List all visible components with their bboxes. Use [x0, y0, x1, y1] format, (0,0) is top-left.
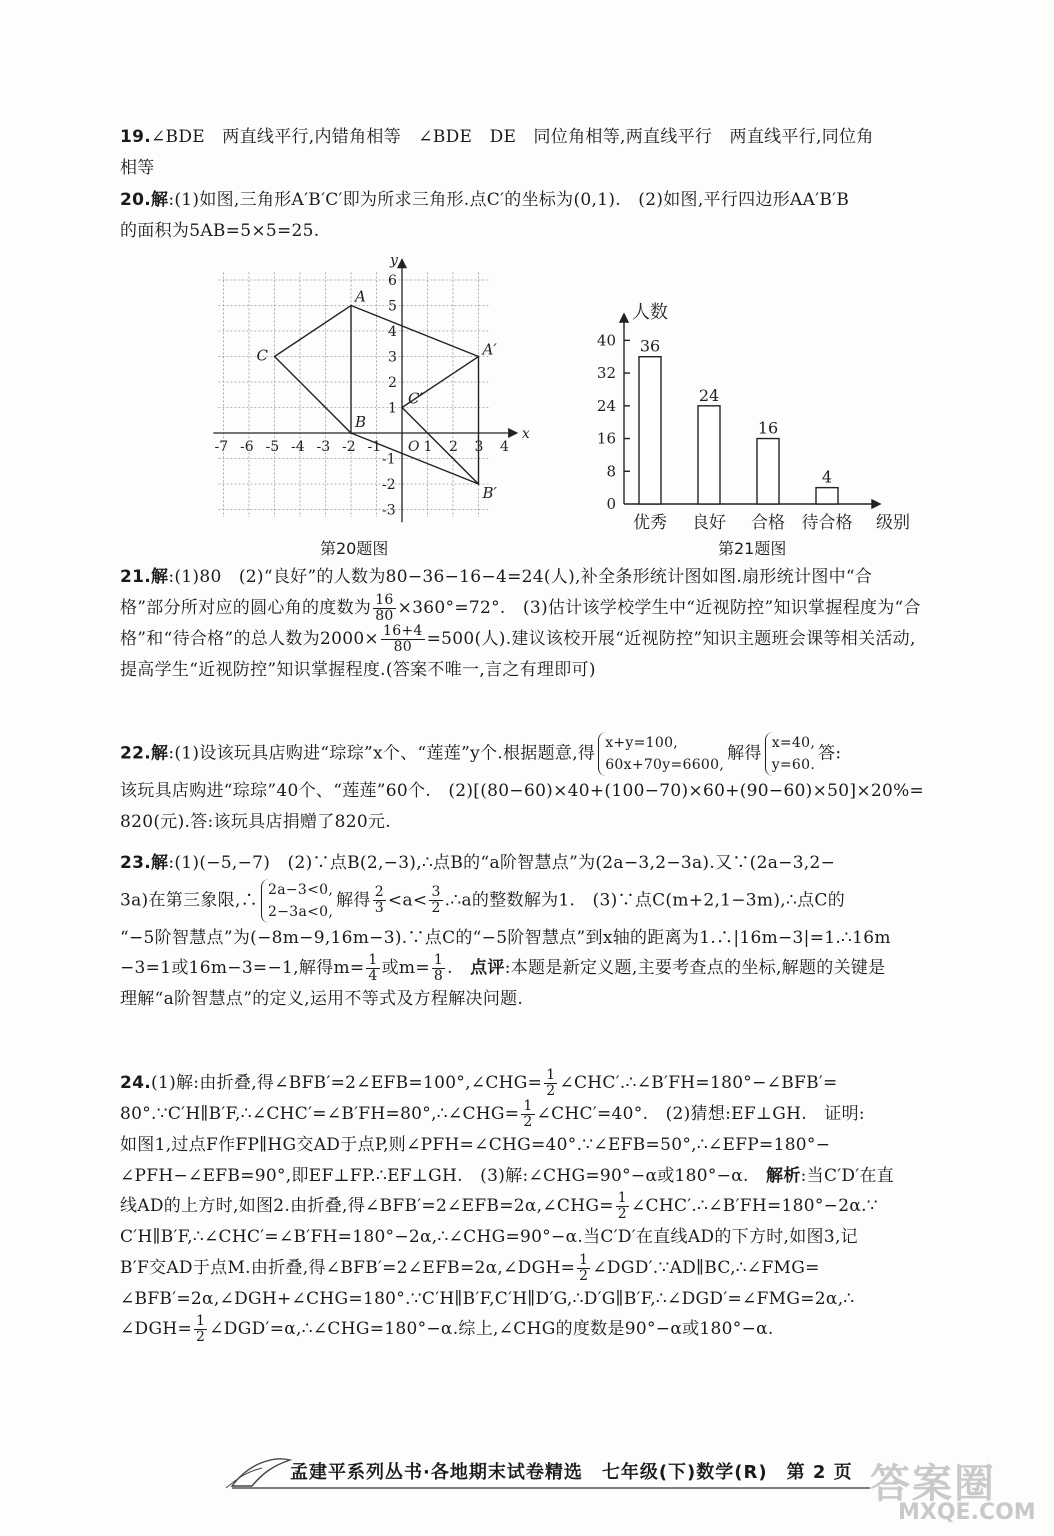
tick-labels: [215, 253, 530, 519]
chart-y-tick-label: 40: [596, 331, 616, 350]
answer-text: 解得: [336, 890, 371, 910]
y-tick-label: 3: [388, 349, 397, 366]
chart-x-axis-arrow: [872, 500, 880, 508]
chart-x-label: 级别: [876, 513, 910, 533]
question-number: 24.: [120, 1073, 152, 1093]
chart-bar: [639, 357, 661, 504]
answer-text: ∠CHC′.∴∠B′FH=180°−∠BFB′=: [559, 1073, 838, 1093]
chart-x-tick-label: 良好: [692, 513, 726, 533]
x-tick-label: 1: [423, 439, 433, 455]
y-tick-label: -3: [382, 502, 396, 519]
x-axis-label: x: [521, 426, 530, 442]
point-label-A1: A′: [482, 340, 497, 359]
y-tick-label: 1: [388, 400, 397, 417]
solution-system: x=40, y=60.: [765, 732, 815, 776]
chart-y-tick-label: 16: [596, 429, 616, 448]
watermark-url: MXQE.COM: [898, 1500, 1036, 1525]
jiexi-label: 解析: [766, 1165, 801, 1186]
question-number: 23.: [120, 853, 152, 873]
answer-text: 3a)在第三象限,∴: [120, 890, 258, 910]
y-tick-label: 5: [388, 298, 397, 315]
answer-24: [120, 1068, 992, 1345]
answer-text: 答:: [818, 743, 842, 764]
answer-text: :本题是新定义题,主要考查点的坐标,解题的关键是: [504, 958, 886, 978]
y-tick-label: -1: [382, 451, 396, 468]
answer-text: 该玩具店购进“琮琮”40个、“莲莲”60个. (2)[(80−60)×40+(100−70)×60+(90−60)×50]×20%=: [120, 781, 925, 801]
answer-19: [120, 122, 992, 183]
answer-text: 相等: [120, 157, 155, 178]
answer-text: =500(人).建议该校开展“近视防控”知识主题班会课等相关活动,: [426, 628, 916, 649]
y-axis-label: y: [390, 252, 398, 269]
answer-text: <a<: [387, 890, 428, 910]
fraction-half: $\frac{1}{2}$: [546, 1067, 556, 1099]
chart-bar: [757, 439, 779, 504]
answer-text: .: [447, 958, 471, 978]
fraction-half: $\frac{1}{2}$: [617, 1190, 627, 1222]
answer-text: ∠DGH=: [120, 1319, 193, 1339]
inequality-system: 2a−3<0, 2−3a<0,: [261, 879, 333, 923]
question-number: 22.: [120, 743, 152, 764]
chart-bars: [639, 357, 838, 504]
answer-text: 线AD的上方时,如图2.由折叠,得∠BFB′=2∠EFB=2α,∠CHG=: [120, 1196, 614, 1216]
answer-text: 解得: [727, 743, 762, 764]
grid-lines: [218, 272, 488, 517]
point-label-B1: B′: [482, 484, 497, 502]
x-tick-label: -6: [240, 439, 254, 455]
jie-label: 解: [151, 567, 169, 587]
x-tick-label: -1: [367, 439, 382, 455]
question-number: 19.: [120, 127, 152, 147]
x-tick-label: 2: [449, 439, 458, 455]
footer-text: 孟建平系列丛书·各地期末试卷精选 七年级(下)数学(R) 第 2 页: [290, 1462, 853, 1483]
answer-20: [120, 185, 992, 246]
jie-label: 解: [151, 743, 169, 764]
answer-text: :(1)如图,三角形A′B′C′即为所求三角形.点C′的坐标为(0,1). (2)如图,平行四边形AA′B′B: [168, 190, 850, 210]
jie-label: 解: [151, 190, 169, 210]
answer-text: 如图1,过点F作FP∥HG交AD于点P,则∠PFH=∠CHG=40°.∵∠EFB=50°,∴∠EFP=180°−: [120, 1135, 831, 1155]
y-tick-label: 4: [388, 324, 397, 340]
chart-data-label: 4: [821, 467, 833, 487]
answer-text: 理解“a阶智慧点”的定义,运用不等式及方程解决问题.: [120, 989, 524, 1009]
answer-text: ×360°=72°. (3)估计该学校学生中“近视防控”知识掌握程度为“合: [397, 597, 921, 618]
chart-x-tick-label: 待合格: [801, 513, 853, 533]
answer-22: [120, 732, 992, 837]
point-label-A: A: [355, 287, 366, 306]
point-label-B: B: [355, 413, 367, 431]
figure-20-coordinate-grid: [200, 248, 540, 538]
answer-text: ∠DGD′=α,∴∠CHG=180°−α.综上,∠CHG的度数是90°−α或180°−α.: [209, 1319, 774, 1339]
y-tick-label: 6: [388, 273, 397, 289]
fraction: $\frac{2}{3}$: [374, 884, 384, 916]
answer-text: 格”部分所对应的圆心角的度数为: [120, 597, 372, 618]
chart-data-label: 24: [698, 385, 720, 405]
fraction-half: $\frac{1}{2}$: [196, 1313, 206, 1345]
dianping-label: 点评: [470, 958, 505, 978]
answer-21: [120, 562, 992, 685]
feather-quill-icon: [226, 1468, 262, 1488]
equation-system: x+y=100, 60x+70y=6600,: [598, 732, 724, 776]
chart-x-tick-label: 合格: [751, 513, 785, 533]
chart-data-label: 36: [639, 336, 661, 356]
y-axis-arrow: [398, 260, 406, 268]
chart-bar: [816, 488, 838, 504]
fraction-half: $\frac{1}{2}$: [579, 1251, 589, 1284]
chart-y-axis-arrow: [620, 314, 628, 322]
chart-y-tick-label: 0: [606, 495, 616, 513]
figure-20-caption: 第20题图: [320, 539, 389, 558]
fraction: $\frac{16}{80}$: [375, 591, 394, 624]
x-tick-label: -7: [214, 439, 229, 455]
point-label-C: C: [256, 346, 268, 365]
triangle-ABC: [275, 306, 352, 434]
answer-text: :当C′D′在直: [800, 1165, 895, 1186]
figure-21-bar-chart: [580, 300, 940, 540]
answer-text: 格”和“待合格”的总人数为2000×: [120, 628, 379, 649]
answer-text: :(1)80 (2)“良好”的人数为80−36−16−4=24(人),补全条形统计图如图.扇形统计图中“合: [168, 567, 873, 587]
fraction: $\frac{1}{8}$: [433, 952, 444, 984]
origin-label: O: [408, 439, 420, 455]
answer-text: :(1)设该玩具店购进“琮琮”x个、“莲莲”y个.根据题意,得: [168, 743, 596, 764]
fraction: $\frac{16+4}{80}$: [382, 622, 423, 655]
fraction: $\frac{1}{4}$: [368, 952, 378, 984]
answer-text: ∠BDE 两直线平行,内错角相等 ∠BDE DE 同位角相等,两直线平行 两直线平行,同位角: [151, 127, 874, 147]
x-tick-label: -3: [316, 439, 331, 455]
answer-text: “−5阶智慧点”为(−8m−9,16m−3).∵点C的“−5阶智慧点”到x轴的距离为1.∴|16m−3|=1.∴16m: [120, 927, 891, 948]
chart-x-tick-label: 优秀: [633, 513, 667, 533]
answer-text: (1)解:由折叠,得∠BFB′=2∠EFB=100°,∠CHG=: [151, 1073, 543, 1093]
fraction-half: $\frac{1}{2}$: [523, 1098, 533, 1130]
chart-x-ticks: [633, 513, 853, 533]
point-label-C1: C′: [408, 389, 423, 408]
feather-quill-icon: [232, 1459, 290, 1486]
answer-23: [120, 848, 992, 1015]
chart-bar: [698, 406, 720, 504]
x-tick-label: -5: [265, 439, 280, 455]
chart-y-label: 人数: [632, 302, 668, 323]
y-tick-label: 2: [388, 375, 397, 391]
question-number: 20.: [120, 190, 152, 210]
answer-text: 的面积为5AB=5×5=25.: [120, 220, 320, 241]
answer-text: :(1)(−5,−7) (2)∵点B(2,−3),∴点B的“a阶智慧点”为(2a−3,2−3a).又∵(2a−3,2−: [168, 853, 836, 873]
answer-text: .∴a的整数解为1. (3)∵点C(m+2,1−3m),∴点C的: [444, 890, 846, 910]
y-tick-label: -2: [382, 477, 396, 493]
x-tick-label: -2: [342, 439, 356, 455]
chart-y-tick-label: 32: [596, 364, 616, 383]
chart-data-labels: [640, 337, 832, 487]
answer-text: 820(元).答:该玩具店捐赠了820元.: [120, 811, 391, 832]
chart-y-ticks: [597, 331, 616, 513]
answer-text: ∠BFB′=2α,∠DGH+∠CHG=180°.∵C′H∥B′F,C′H∥D′G,∴D′G∥B′F,∴∠DGD′=∠FMG=2α,∴: [120, 1288, 855, 1309]
point-labels: [257, 288, 498, 503]
figure-21-caption: 第21题图: [718, 539, 787, 558]
x-tick-label: 3: [474, 439, 484, 455]
chart-y-tick-label: 24: [596, 396, 616, 415]
answer-text: ∠PFH−∠EFB=90°,即EF⊥FP.∴EF⊥GH. (3)解:∠CHG=90°−α或180°−α.: [120, 1165, 767, 1186]
triangle-A1B1C1: [402, 357, 479, 485]
answer-text: 80°.∵C′H∥B′F,∴∠CHC′=∠B′FH=80°,∴∠CHG=: [120, 1104, 520, 1124]
chart-data-label: 16: [757, 418, 779, 438]
jie-label: 解: [151, 853, 169, 873]
answer-text: ∠DGD′.∵AD∥BC,∴∠FMG=: [592, 1257, 820, 1278]
answer-text: ∠CHC′=40°. (2)猜想:EF⊥GH. 证明:: [536, 1104, 865, 1124]
question-number: 21.: [120, 567, 152, 587]
chart-y-tick-label: 8: [606, 462, 616, 481]
watermark-logo: 答案圈: [870, 1461, 996, 1507]
x-axis-arrow: [509, 429, 517, 437]
answer-text: −3=1或16m−3=−1,解得m=: [120, 958, 365, 978]
answer-text: 提高学生“近视防控”知识掌握程度.(答案不唯一,言之有理即可): [120, 659, 596, 680]
answer-text: B′F交AD于点M.由折叠,得∠BFB′=2∠EFB=2α,∠DGH=: [120, 1257, 576, 1278]
answer-text: 或m=: [381, 958, 430, 978]
x-tick-label: 4: [500, 439, 509, 455]
answer-text: C′H∥B′F,∴∠CHC′=∠B′FH=180°−2α,∴∠CHG=90°−α.当C′D′在直线AD的下方时,如图3,记: [120, 1227, 858, 1247]
answer-text: ∠CHC′.∴∠B′FH=180°−2α.∵: [630, 1196, 878, 1216]
x-tick-label: -4: [291, 439, 305, 455]
fraction: $\frac{3}{2}$: [431, 884, 441, 916]
